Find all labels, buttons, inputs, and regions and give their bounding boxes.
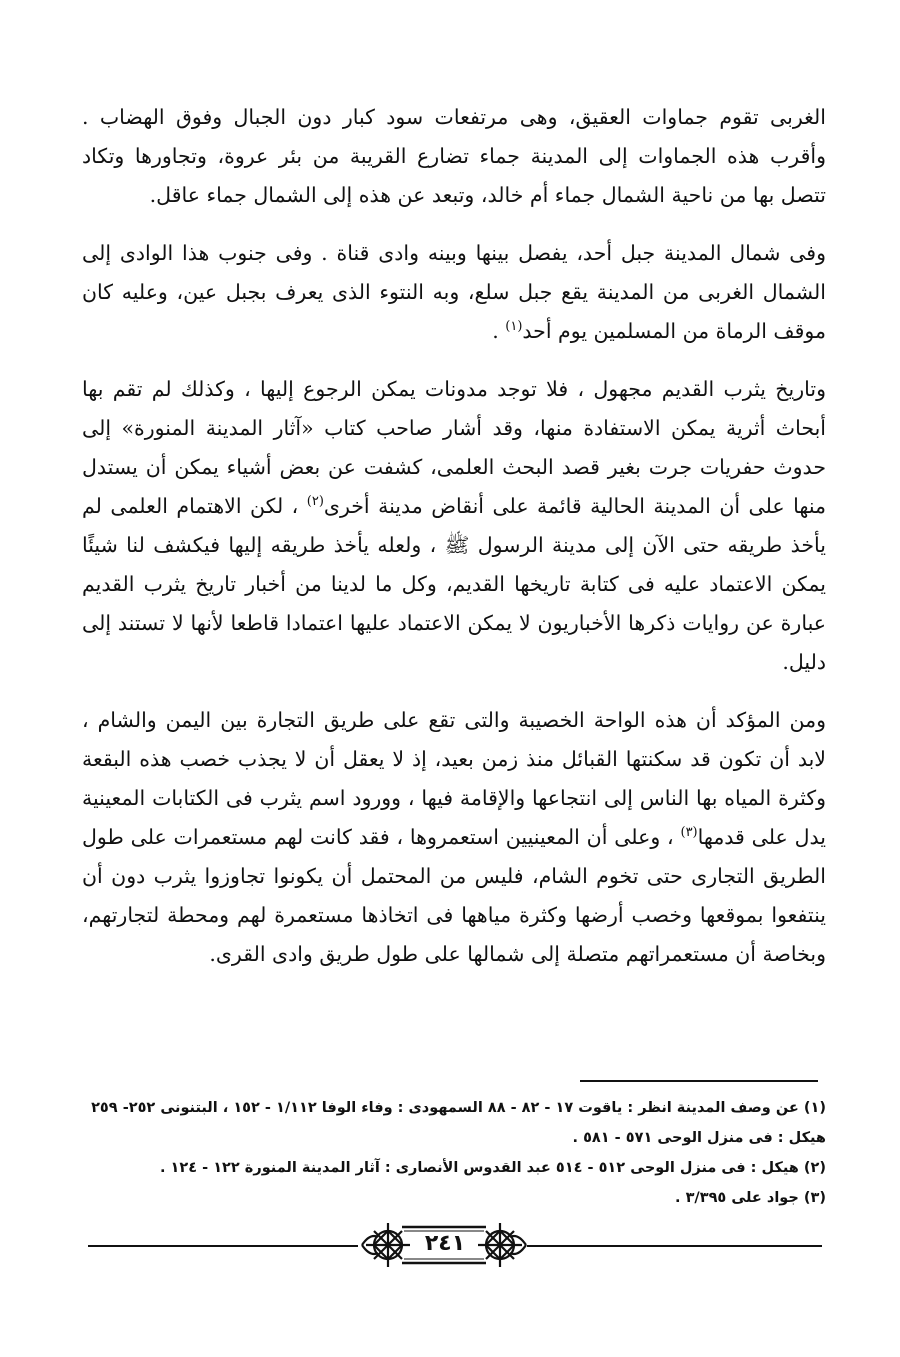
footnote-ref-1[interactable]: (١) [505, 319, 523, 335]
paragraph-text-after: ، لكن الاهتمام العلمى لم يأخذ طريقه حتى الآن إلى مدينة الرسول ﷺ ، ولعله يأخذ طريقه إليها فيكشف لنا شيئًا يمكن الاعتماد عليه فى كتابة تاريخها القديم، وكل ما لدينا من أخبار تاريخ يثرب القديم عبارة عن روايات ذكرها الأخباريون لا يمكن الاعتماد عليها اعتمادا قاطعا لأنها لا تستند إلى دليل. [82, 494, 826, 674]
footnote-1: (١) عن وصف المدينة انظر : ياقوت ١٧ - ٨٢ - ٨٨ السمهودى : وفاء الوفا ١/١١٢ - ١٥٢ ، البتنونى ٢٥٢- ٢٥٩ هيكل : فى منزل الوحى ٥٧١ - ٥٨١ . [91, 1100, 826, 1146]
paragraph-text-after: . [492, 319, 506, 343]
paragraph-2 [82, 234, 826, 351]
paragraph-text: وفى شمال المدينة جبل أحد، يفصل بينها وبينه وادى قناة . وفى جنوب هذا الوادى إلى الشمال الغربى من المدينة يقع جبل سلع، وبه النتوء الذى يعرف بجبل عين، وعليه كان موقف الرماة من المسلمين يوم أحد [82, 241, 826, 343]
paragraph-4 [82, 701, 826, 974]
footnote-divider [580, 1080, 818, 1082]
main-text [82, 98, 826, 993]
footnote-3: (٣) جواد على ٣/٣٩٥ . [675, 1190, 826, 1206]
footnotes [82, 1093, 826, 1213]
footnote-ref-2[interactable]: (٢) [306, 494, 324, 510]
footer-rule-left [88, 1245, 358, 1247]
paragraph-text: ومن المؤكد أن هذه الواحة الخصيبة والتى تقع على طريق التجارة بين اليمن والشام ، لابد أن تكون قد سكنتها القبائل منذ زمن بعيد، إذ لا يعقل أن لا يجذب خصب هذه البقعة وكثرة المياه بها الناس إلى انتجاعها والإقامة فيها ، وورود اسم يثرب فى الكتابات المعينية يدل على قدمها [82, 708, 826, 849]
paragraph-text-after: ، وعلى أن المعينيين استعمروها ، فقد كانت لهم مستعمرات على طول الطريق التجارى حتى تخوم الشام، فليس من المحتمل أن يكونوا تجاوزوا يثرب دون أن ينتفعوا بموقعها وخصب أرضها وكثرة مياهها فى اتخاذها مستعمرة لهم ومحطة لتجارتهم، وبخاصة أن مستعمراتهم متصلة إلى شمالها على طول طريق وادى القرى. [82, 825, 826, 966]
paragraph-3 [82, 370, 826, 682]
page-number: ٢٤١ [424, 1231, 466, 1256]
footnote-2: (٢) هيكل : فى منزل الوحى ٥١٢ - ٥١٤ عبد القدوس الأنصارى : آثار المدينة المنورة ١٢٢ - ١٢٤ . [159, 1160, 826, 1176]
paragraph-text: الغربى تقوم جماوات العقيق، وهى مرتفعات سود كبار دون الجبال وفوق الهضاب . وأقرب هذه الجماوات إلى المدينة جماء تضارع القريبة من بئر عروة، وتجاورها وتكاد تتصل بها من ناحية الشمال جماء أم خالد، وتبعد عن هذه إلى الشمال جماء عاقل. [82, 105, 826, 207]
footer-rule-right [527, 1245, 822, 1247]
footnote-ref-3[interactable]: (٣) [680, 825, 698, 841]
paragraph-text: وتاريخ يثرب القديم مجهول ، فلا توجد مدونات يمكن الرجوع إليها ، وكذلك لم تقم بها أبحاث أثرية يمكن الاستفادة منها، وقد أشار صاحب كتاب «آثار المدينة المنورة» إلى حدوث حفريات جرت بغير قصد البحث العلمى، كشفت عن بعض أشياء يمكن أن يستدل منها على أن المدينة الحالية قائمة على أنقاض مدينة أخرى [82, 377, 826, 518]
paragraph-1 [82, 98, 826, 215]
